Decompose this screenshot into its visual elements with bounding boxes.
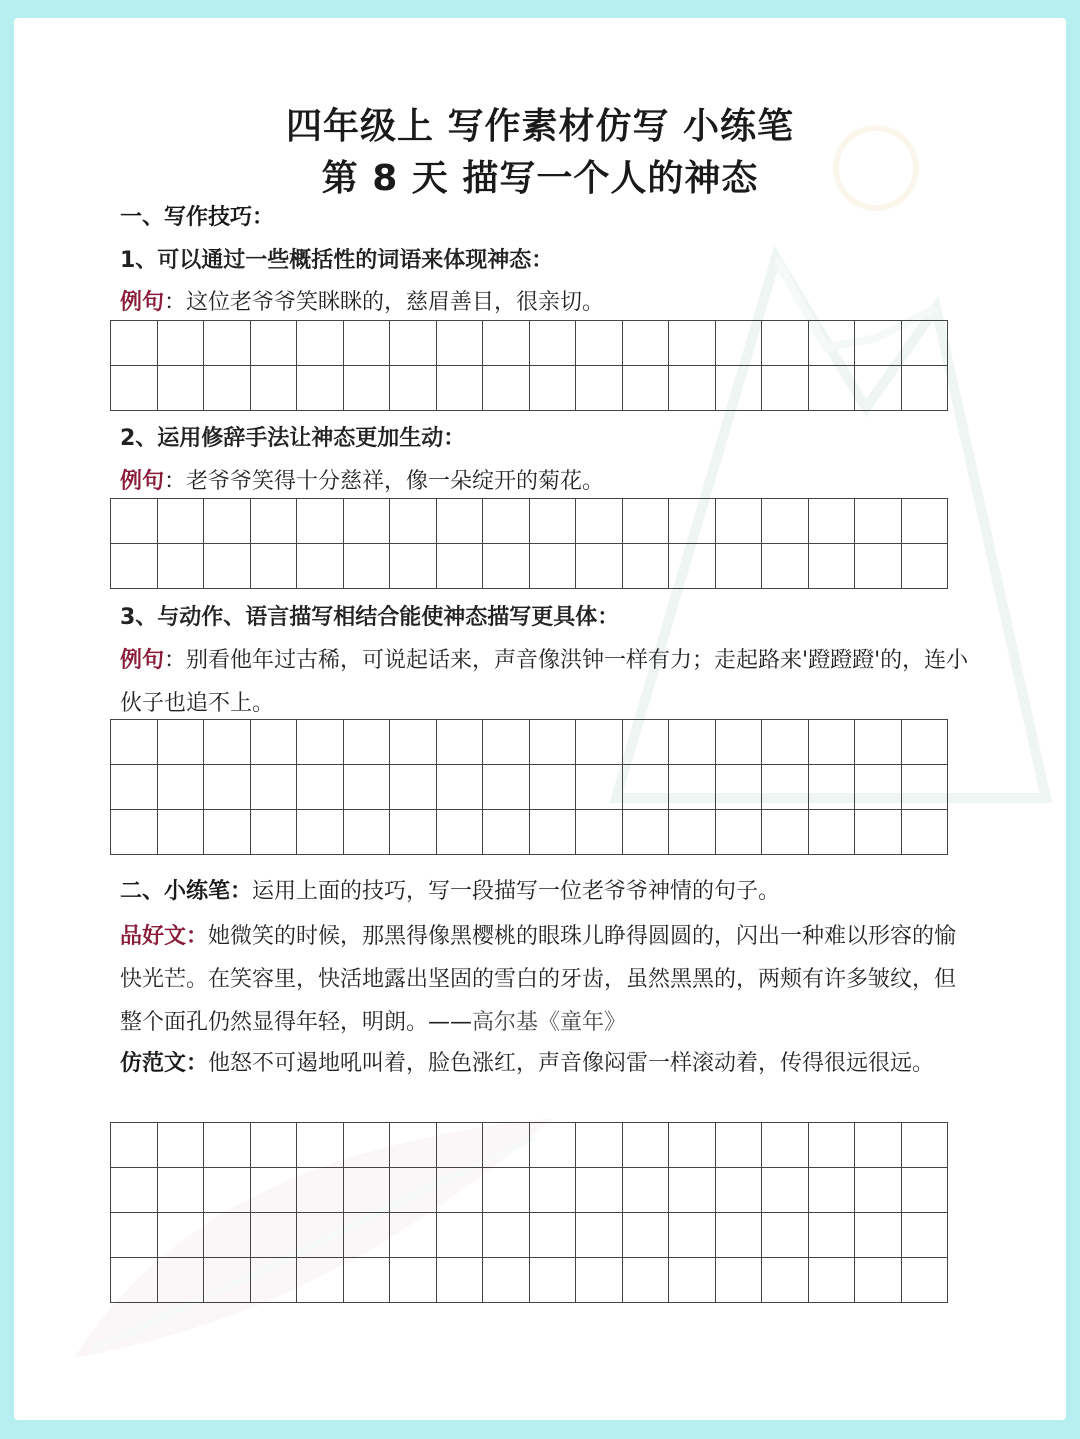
grid-cell[interactable]	[855, 720, 902, 765]
grid-cell[interactable]	[251, 1258, 298, 1303]
tip2-title: 2、运用修辞手法让神态更加生动：	[120, 426, 466, 451]
grid-cell[interactable]	[297, 720, 344, 765]
grid-cell[interactable]	[344, 765, 391, 810]
grid-cell[interactable]	[902, 1213, 949, 1258]
grid-cell[interactable]	[483, 544, 530, 589]
grid-cell[interactable]	[809, 499, 856, 544]
grid-cell[interactable]	[855, 321, 902, 366]
grid-cell[interactable]	[809, 366, 856, 411]
grid-cell[interactable]	[437, 810, 484, 855]
grid-cell[interactable]	[902, 1258, 949, 1303]
grid-cell[interactable]	[111, 366, 158, 411]
grid-cell[interactable]	[437, 720, 484, 765]
grid-cell[interactable]	[530, 765, 577, 810]
grid-cell[interactable]	[297, 1168, 344, 1213]
grid-cell[interactable]	[111, 544, 158, 589]
grid-cell[interactable]	[530, 1168, 577, 1213]
grid-cell[interactable]	[762, 366, 809, 411]
grid-cell[interactable]	[437, 499, 484, 544]
grid-cell[interactable]	[204, 544, 251, 589]
grid-cell[interactable]	[716, 1258, 763, 1303]
grid-cell[interactable]	[204, 765, 251, 810]
grid-cell[interactable]	[390, 810, 437, 855]
grid-cell[interactable]	[204, 1213, 251, 1258]
writing-grid-2[interactable]	[110, 498, 948, 589]
grid-cell[interactable]	[902, 720, 949, 765]
grid-cell[interactable]	[809, 765, 856, 810]
grid-cell[interactable]	[576, 720, 623, 765]
page-title: 四年级上 写作素材仿写 小练笔	[285, 106, 795, 147]
grid-cell[interactable]	[483, 1258, 530, 1303]
grid-cell[interactable]	[297, 810, 344, 855]
grid-cell[interactable]	[158, 321, 205, 366]
writing-grid-4[interactable]	[110, 1122, 948, 1303]
grid-cell[interactable]	[669, 1123, 716, 1168]
grid-cell[interactable]	[390, 1258, 437, 1303]
grid-cell[interactable]	[530, 1123, 577, 1168]
grid-cell[interactable]	[390, 765, 437, 810]
grid-cell[interactable]	[111, 810, 158, 855]
grid-cell[interactable]	[576, 499, 623, 544]
grid-cell[interactable]	[623, 765, 670, 810]
grid-cell[interactable]	[204, 810, 251, 855]
grid-cell[interactable]	[344, 1213, 391, 1258]
grid-cell[interactable]	[297, 765, 344, 810]
grid-cell[interactable]	[855, 1258, 902, 1303]
grid-cell[interactable]	[576, 1168, 623, 1213]
grid-cell[interactable]	[623, 1168, 670, 1213]
grid-cell[interactable]	[669, 810, 716, 855]
grid-cell[interactable]	[623, 1213, 670, 1258]
grid-cell[interactable]	[855, 765, 902, 810]
grid-cell[interactable]	[669, 366, 716, 411]
grid-cell[interactable]	[809, 1213, 856, 1258]
grid-cell[interactable]	[530, 544, 577, 589]
grid-cell[interactable]	[576, 1258, 623, 1303]
example-label: 例句	[120, 648, 165, 673]
grid-cell[interactable]	[530, 321, 577, 366]
grid-cell[interactable]	[344, 321, 391, 366]
grid-cell[interactable]	[669, 499, 716, 544]
grid-cell[interactable]	[158, 544, 205, 589]
grid-cell[interactable]	[158, 810, 205, 855]
grid-cell[interactable]	[809, 1258, 856, 1303]
grid-cell[interactable]	[158, 1258, 205, 1303]
grid-cell[interactable]	[251, 720, 298, 765]
grid-cell[interactable]	[530, 720, 577, 765]
grid-cell[interactable]	[762, 1258, 809, 1303]
example-text: ：这位老爷爷笑眯眯的，慈眉善目，很亲切。	[164, 290, 605, 315]
grid-cell[interactable]	[669, 1258, 716, 1303]
section2-heading: 二、小练笔：	[120, 879, 253, 904]
grid-cell[interactable]	[669, 720, 716, 765]
grid-cell[interactable]	[576, 1123, 623, 1168]
grid-cell[interactable]	[483, 1123, 530, 1168]
grid-cell[interactable]	[111, 1258, 158, 1303]
writing-grid-1[interactable]	[110, 320, 948, 411]
grid-cell[interactable]	[344, 544, 391, 589]
grid-cell[interactable]	[716, 720, 763, 765]
grid-cell[interactable]	[716, 366, 763, 411]
model-text: 他怒不可遏地吼叫着，脸色涨红，声音像闷雷一样滚动着，传得很远很远。	[208, 1051, 935, 1076]
grid-cell[interactable]	[390, 1168, 437, 1213]
grid-cell[interactable]	[669, 1213, 716, 1258]
grid-cell[interactable]	[344, 499, 391, 544]
grid-cell[interactable]	[390, 1213, 437, 1258]
section2-instruction	[120, 878, 970, 906]
grid-cell[interactable]	[530, 810, 577, 855]
grid-cell[interactable]	[809, 321, 856, 366]
grid-cell[interactable]	[716, 810, 763, 855]
grid-cell[interactable]	[437, 765, 484, 810]
grid-cell[interactable]	[855, 1123, 902, 1168]
tip2-example	[120, 468, 970, 496]
grid-cell[interactable]	[576, 321, 623, 366]
grid-cell[interactable]	[716, 1213, 763, 1258]
grid-cell[interactable]	[762, 810, 809, 855]
grid-cell[interactable]	[855, 499, 902, 544]
grid-cell[interactable]	[297, 321, 344, 366]
grid-cell[interactable]	[623, 810, 670, 855]
grid-cell[interactable]	[669, 544, 716, 589]
grid-cell[interactable]	[297, 366, 344, 411]
grid-cell[interactable]	[669, 1168, 716, 1213]
grid-cell[interactable]	[902, 544, 949, 589]
grid-cell[interactable]	[623, 366, 670, 411]
model-text-paragraph	[120, 1042, 970, 1085]
grid-cell[interactable]	[204, 1168, 251, 1213]
section1-heading: 一、写作技巧：	[120, 205, 275, 230]
grid-cell[interactable]	[437, 1258, 484, 1303]
page-subtitle: 第 8 天 描写一个人的神态	[321, 158, 759, 199]
tip3-title: 3、与动作、语言描写相结合能使神态描写更具体：	[120, 605, 620, 630]
grid-cell[interactable]	[390, 1123, 437, 1168]
tip1-title: 1、可以通过一些概括性的词语来体现神态：	[120, 248, 554, 273]
grid-cell[interactable]	[576, 366, 623, 411]
grid-cell[interactable]	[437, 544, 484, 589]
grid-cell[interactable]	[530, 1258, 577, 1303]
grid-cell[interactable]	[716, 1168, 763, 1213]
grid-cell[interactable]	[855, 1168, 902, 1213]
model-text-label: 仿范文：	[120, 1051, 209, 1076]
grid-cell[interactable]	[902, 1168, 949, 1213]
grid-cell[interactable]	[111, 1213, 158, 1258]
grid-cell[interactable]	[483, 720, 530, 765]
grid-cell[interactable]	[530, 499, 577, 544]
grid-cell[interactable]	[297, 1258, 344, 1303]
worksheet-page	[14, 18, 1066, 1420]
grid-cell[interactable]	[251, 765, 298, 810]
grid-cell[interactable]	[111, 1123, 158, 1168]
good-text-label: 品好文：	[120, 924, 209, 949]
grid-cell[interactable]	[576, 1213, 623, 1258]
grid-cell[interactable]	[716, 321, 763, 366]
grid-cell[interactable]	[623, 1258, 670, 1303]
grid-cell[interactable]	[902, 366, 949, 411]
grid-cell[interactable]	[716, 499, 763, 544]
grid-cell[interactable]	[576, 765, 623, 810]
grid-cell[interactable]	[344, 1123, 391, 1168]
grid-cell[interactable]	[576, 544, 623, 589]
grid-cell[interactable]	[437, 1168, 484, 1213]
example-text: ：别看他年过古稀，可说起话来，声音像洪钟一样有力；走起路来'蹬蹬蹬'的，连小伙子也追不上。	[120, 648, 969, 716]
grid-cell[interactable]	[623, 720, 670, 765]
grid-cell[interactable]	[809, 720, 856, 765]
grid-cell[interactable]	[344, 720, 391, 765]
grid-cell[interactable]	[809, 544, 856, 589]
grid-cell[interactable]	[437, 1213, 484, 1258]
good-text: 她微笑的时候，那黑得像黑樱桃的眼珠儿睁得圆圆的，闪出一种难以形容的愉快光芒。在笑容里，快活地露出坚固的雪白的牙齿，虽然黑黑的，两颊有许多皱纹，但整个面孔仍然显得年轻，明朗。——	[120, 924, 957, 1035]
grid-cell[interactable]	[762, 1168, 809, 1213]
grid-cell[interactable]	[344, 1168, 391, 1213]
grid-cell[interactable]	[483, 810, 530, 855]
grid-cell[interactable]	[762, 765, 809, 810]
grid-cell[interactable]	[251, 321, 298, 366]
grid-cell[interactable]	[762, 1123, 809, 1168]
grid-cell[interactable]	[204, 499, 251, 544]
grid-cell[interactable]	[762, 1213, 809, 1258]
grid-cell[interactable]	[251, 544, 298, 589]
grid-cell[interactable]	[437, 321, 484, 366]
grid-cell[interactable]	[251, 1123, 298, 1168]
grid-cell[interactable]	[344, 1258, 391, 1303]
grid-cell[interactable]	[251, 1213, 298, 1258]
grid-cell[interactable]	[669, 765, 716, 810]
grid-cell[interactable]	[111, 499, 158, 544]
grid-cell[interactable]	[762, 720, 809, 765]
grid-cell[interactable]	[158, 499, 205, 544]
grid-cell[interactable]	[902, 810, 949, 855]
grid-cell[interactable]	[483, 1168, 530, 1213]
grid-cell[interactable]	[344, 366, 391, 411]
grid-cell[interactable]	[762, 321, 809, 366]
grid-cell[interactable]	[716, 765, 763, 810]
grid-cell[interactable]	[855, 1213, 902, 1258]
grid-cell[interactable]	[111, 765, 158, 810]
grid-cell[interactable]	[297, 544, 344, 589]
grid-cell[interactable]	[623, 1123, 670, 1168]
grid-cell[interactable]	[437, 1123, 484, 1168]
grid-cell[interactable]	[158, 720, 205, 765]
grid-cell[interactable]	[623, 321, 670, 366]
grid-cell[interactable]	[623, 499, 670, 544]
grid-cell[interactable]	[297, 1213, 344, 1258]
grid-cell[interactable]	[623, 544, 670, 589]
grid-cell[interactable]	[855, 544, 902, 589]
grid-cell[interactable]	[483, 499, 530, 544]
grid-cell[interactable]	[390, 720, 437, 765]
grid-cell[interactable]	[344, 810, 391, 855]
grid-cell[interactable]	[902, 765, 949, 810]
grid-cell[interactable]	[716, 544, 763, 589]
grid-cell[interactable]	[576, 810, 623, 855]
grid-cell[interactable]	[437, 366, 484, 411]
grid-cell[interactable]	[902, 321, 949, 366]
grid-cell[interactable]	[390, 544, 437, 589]
grid-cell[interactable]	[158, 1168, 205, 1213]
grid-cell[interactable]	[111, 321, 158, 366]
grid-cell[interactable]	[251, 366, 298, 411]
tip3-example	[120, 639, 970, 725]
grid-cell[interactable]	[809, 810, 856, 855]
good-text-source: 高尔基《童年》	[472, 1010, 627, 1035]
grid-cell[interactable]	[158, 1123, 205, 1168]
grid-cell[interactable]	[669, 321, 716, 366]
grid-cell[interactable]	[902, 1123, 949, 1168]
example-label: 例句	[120, 290, 165, 315]
grid-cell[interactable]	[390, 366, 437, 411]
grid-cell[interactable]	[158, 1213, 205, 1258]
grid-cell[interactable]	[762, 499, 809, 544]
grid-cell[interactable]	[204, 1258, 251, 1303]
grid-cell[interactable]	[855, 366, 902, 411]
grid-cell[interactable]	[483, 1213, 530, 1258]
grid-cell[interactable]	[809, 1168, 856, 1213]
grid-cell[interactable]	[483, 765, 530, 810]
grid-cell[interactable]	[204, 1123, 251, 1168]
writing-grid-3[interactable]	[110, 719, 948, 855]
grid-cell[interactable]	[204, 321, 251, 366]
grid-cell[interactable]	[251, 1168, 298, 1213]
tip1-example	[120, 289, 970, 317]
grid-cell[interactable]	[204, 366, 251, 411]
grid-cell[interactable]	[483, 366, 530, 411]
grid-cell[interactable]	[762, 544, 809, 589]
example-text: ：老爷爷笑得十分慈祥，像一朵绽开的菊花。	[164, 469, 605, 494]
grid-cell[interactable]	[902, 499, 949, 544]
grid-cell[interactable]	[483, 321, 530, 366]
grid-cell[interactable]	[111, 1168, 158, 1213]
grid-cell[interactable]	[530, 366, 577, 411]
grid-cell[interactable]	[204, 720, 251, 765]
grid-cell[interactable]	[158, 765, 205, 810]
grid-cell[interactable]	[111, 720, 158, 765]
grid-cell[interactable]	[158, 366, 205, 411]
grid-cell[interactable]	[530, 1213, 577, 1258]
grid-cell[interactable]	[716, 1123, 763, 1168]
grid-cell[interactable]	[297, 499, 344, 544]
grid-cell[interactable]	[251, 810, 298, 855]
grid-cell[interactable]	[855, 810, 902, 855]
grid-cell[interactable]	[390, 499, 437, 544]
grid-cell[interactable]	[297, 1123, 344, 1168]
instruction-text: 运用上面的技巧，写一段描写一位老爷爷神情的句子。	[252, 879, 781, 904]
good-text-paragraph	[120, 915, 970, 1044]
grid-cell[interactable]	[390, 321, 437, 366]
grid-cell[interactable]	[251, 499, 298, 544]
grid-cell[interactable]	[809, 1123, 856, 1168]
example-label: 例句	[120, 469, 165, 494]
